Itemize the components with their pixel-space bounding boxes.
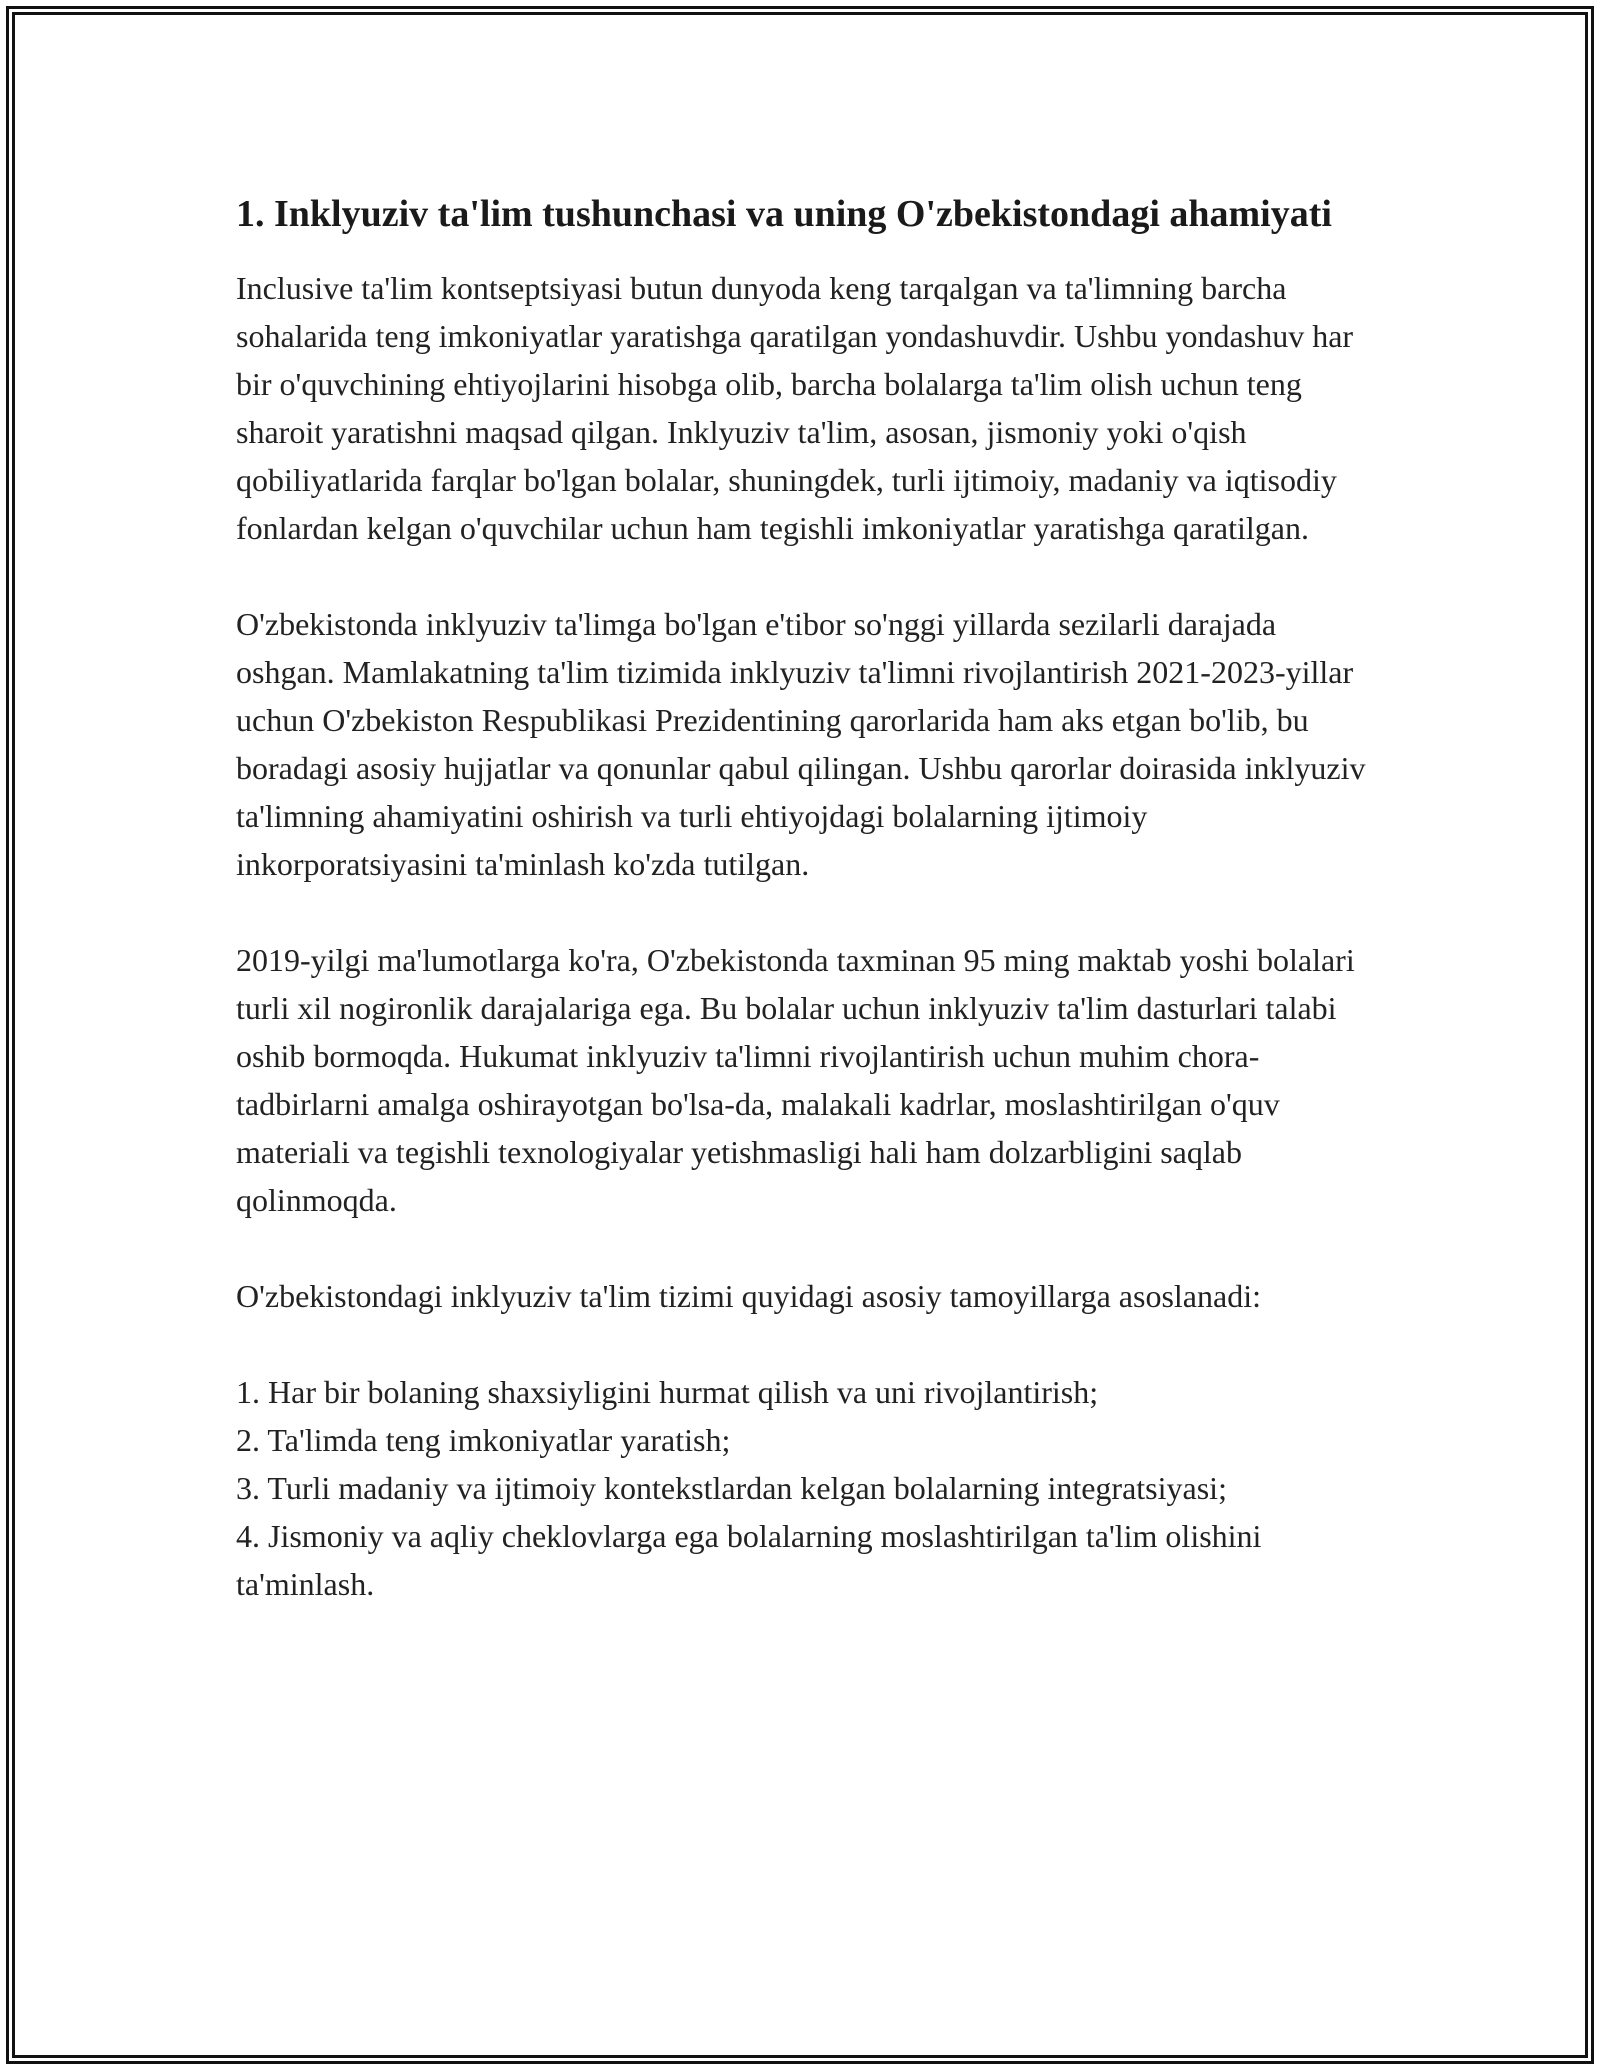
list-item: 1. Har bir bolaning shaxsiyligini hurmat qilish va uni rivojlantirish; [236,1374,1099,1410]
principles-list [236,1368,1376,1608]
list-item: 2. Ta'limda teng imkoniyatlar yaratish; [236,1422,731,1458]
section-heading: 1. Inklyuziv ta'lim tushunchasi va uning O'zbekistondagi ahamiyati [236,193,1332,235]
document-body [236,186,1376,1608]
paragraph-principles-intro: O'zbekistondagi inklyuziv ta'lim tizimi quyidagi asosiy tamoyillarga asoslanadi: [236,1278,1261,1314]
list-item: 4. Jismoniy va aqliy cheklovlarga ega bolalarning moslashtirilgan ta'lim olishini ta'minlash. [236,1518,1262,1602]
list-item: 3. Turli madaniy va ijtimoiy kontekstlardan kelgan bolalarning integratsiyasi; [236,1470,1227,1506]
paragraph-statistics: 2019-yilgi ma'lumotlarga ko'ra, O'zbekistonda taxminan 95 ming maktab yoshi bolalari turli xil nogironlik darajalariga ega. Bu bolalar uchun inklyuziv ta'lim dasturlari talabi oshib bormoqda. Hukumat inklyuziv ta'limni rivojlantirish uchun muhim chora-tadbirlarni amalga oshirayotgan bo'lsa-da, malakali kadrlar, moslashtirilgan o'quv materiali va tegishli texnologiyalar yetishmasligi hali ham dolzarbligini saqlab qolinmoqda. [236,942,1355,1218]
paragraph-intro: Inclusive ta'lim kontseptsiyasi butun dunyoda keng tarqalgan va ta'limning barcha sohalarida teng imkoniyatlar yaratishga qaratilgan yondashuvdir. Ushbu yondashuv har bir o'quvchining ehtiyojlarini hisobga olib, barcha bolalarga ta'lim olish uchun teng sharoit yaratishni maqsad qilgan. Inklyuziv ta'lim, asosan, jismoniy yoki o'qish qobiliyatlarida farqlar bo'lgan bolalar, shuningdek, turli ijtimoiy, madaniy va iqtisodiy fonlardan kelgan o'quvchilar uchun ham tegishli imkoniyatlar yaratishga qaratilgan. [236,270,1354,546]
paragraph-uzbekistan-attention: O'zbekistonda inklyuziv ta'limga bo'lgan e'tibor so'nggi yillarda sezilarli darajada oshgan. Mamlakatning ta'lim tizimida inklyuziv ta'limni rivojlantirish 2021-2023-yillar uchun O'zbekiston Respublikasi Prezidentining qarorlarida ham aks etgan bo'lib, bu boradagi asosiy hujjatlar va qonunlar qabul qilingan. Ushbu qarorlar doirasida inklyuziv ta'limning ahamiyatini oshirish va turli ehtiyojdagi bolalarning ijtimoiy inkorporatsiyasini ta'minlash ko'zda tutilgan. [236,606,1366,882]
